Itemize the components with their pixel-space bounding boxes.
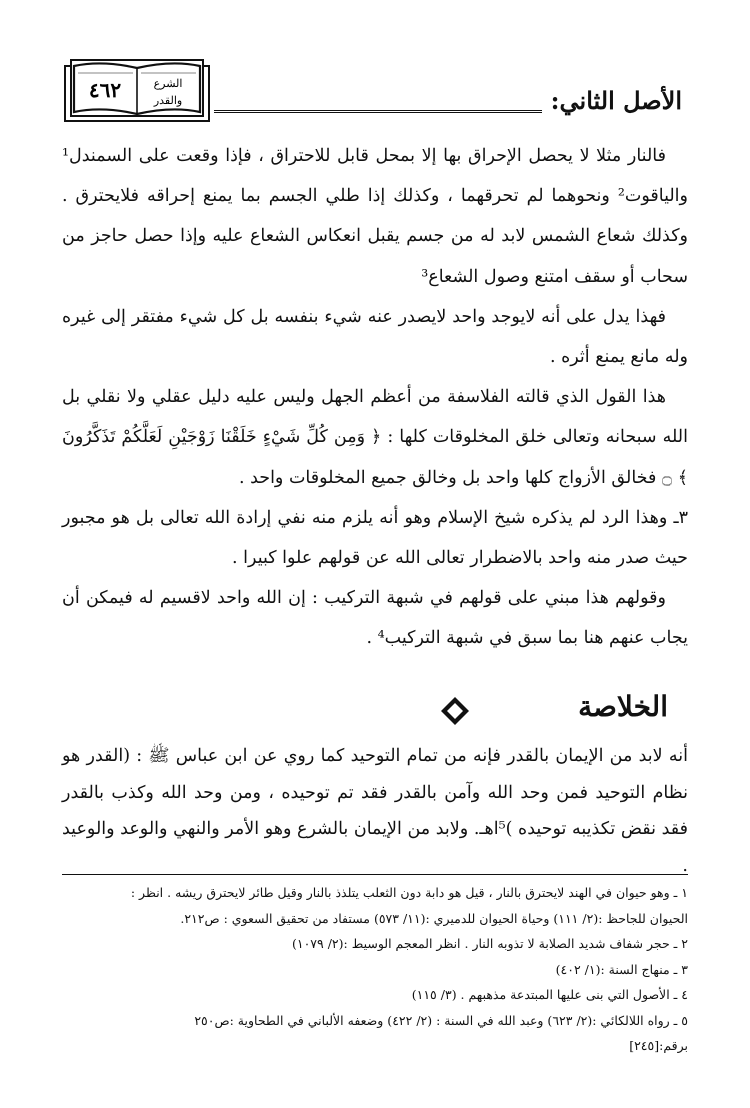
- open-book-icon: [62, 52, 212, 124]
- footnote: الحيوان للجاحظ :(٢/ ١١١) وحياة الحيوان للدميري :(١١/ ٥٧٣) مستفاد من تحقيق السعوي : ص٢١٢.: [180, 910, 688, 926]
- paragraph: ٣ـ وهذا الرد لم يذكره شيخ الإسلام وهو أنه يلزم منه نفي إرادة الله تعالى بل هو مجبور حيث صدر منه واحد بالاضطرار تعالى الله عن قولهم علوا كبيرا .: [62, 507, 688, 569]
- footnote: ٢ ـ حجر شفاف شديد الصلابة لا تذوبه النار . انظر المعجم الوسيط :(٢/ ١٠٧٩): [291, 936, 688, 951]
- footnotes: [62, 880, 688, 1059]
- paragraph: فهذا يدل على أنه لايوجد واحد لايصدر عنه شيء بنفسه بل كل شيء مفتقر إلى غيره وله مانع يمنع أثره .: [62, 306, 688, 368]
- footnote: ٥ ـ رواه اللالكائي :(٢/ ٦٢٣) وعبد الله في السنة : (٢/ ٤٢٢) وضعفه الألباني في الطحاوية :ص٢٥٠: [194, 1012, 688, 1028]
- footnote: برقم:[٢٤٥]: [629, 1038, 688, 1053]
- page-number: ٤٦٢: [88, 78, 122, 102]
- paragraph: وقولهم هذا مبني على قولهم في شبهة التركيب : إن الله واحد لاقسيم له فيمكن أن يجاب عنهم هنا بما سبق في شبهة التركيب⁴ .: [62, 588, 688, 649]
- diamond-ornament-icon: [440, 696, 470, 726]
- paragraph: فالنار مثلا لا يحصل الإحراق بها إلا بمحل قابل للاحتراق ، فإذا وقعت على السمندل¹ والياقوت² ونحوهما لم تحرقهما ، وكذلك إذا طلي الجسم بما يمنع إحراقه فلايحترق . وكذلك شعاع الشمس لابد له من جسم يقبل انعكاس الشعاع عليه وإذا حصل حاجز من سحاب أو سقف امتنع وصول الشعاع³: [62, 146, 688, 287]
- book-label-line2: والقدر: [153, 94, 183, 107]
- conclusion-heading: [440, 690, 668, 734]
- conclusion-text: أنه لابد من الإيمان بالقدر فإنه من تمام التوحيد كما روي عن ابن عباس ﷺ : (القدر هو نظام التوحيد فمن وحد الله وآمن بالقدر فقد تم توحيده ، ومن وحد الله وكذب بالقدر فقد نقض تكذيبه توحيده )⁵اهـ. ولابد من الإيمان بالشرع وهو الأمر والنهي والوعد والوعيد .: [62, 746, 688, 876]
- body-text: [62, 136, 688, 659]
- footnote: ٤ ـ الأصول التي بنى عليها المبتدعة مذهبهم . (٣/ ١١٥): [411, 987, 688, 1002]
- paragraph: هذا القول الذي قالته الفلاسفة من أعظم الجهل وليس عليه دليل عقلي ولا نقلي بل الله سبحانه وتعالى خلق المخلوقات كلها : ﴿ وَمِن كُلِّ شَيْءٍ خَلَقْنَا زَوْجَيْنِ لَعَلَّكُمْ تَذَكَّرُونَ ﴾ ۝ فخالق الأزواج كلها واحد بل وخالق جميع المخلوقات واحد .: [62, 387, 688, 488]
- footnote-divider: [62, 874, 688, 875]
- conclusion-title: الخلاصة: [578, 690, 668, 723]
- footnote: ٣ ـ منهاج السنة :(١/ ٤٠٢): [555, 961, 688, 977]
- footnote: ١ ـ وهو حيوان في الهند لايحترق بالنار ، قيل هو دابة دون الثعلب يتلذذ بالنار وقيل طائر لايحترق ريشه . انظر :: [130, 885, 688, 900]
- chapter-title: الأصل الثاني:: [550, 86, 682, 115]
- book-label-line1: الشرع: [153, 77, 183, 90]
- page-header: [62, 52, 682, 122]
- header-rule: [214, 110, 542, 113]
